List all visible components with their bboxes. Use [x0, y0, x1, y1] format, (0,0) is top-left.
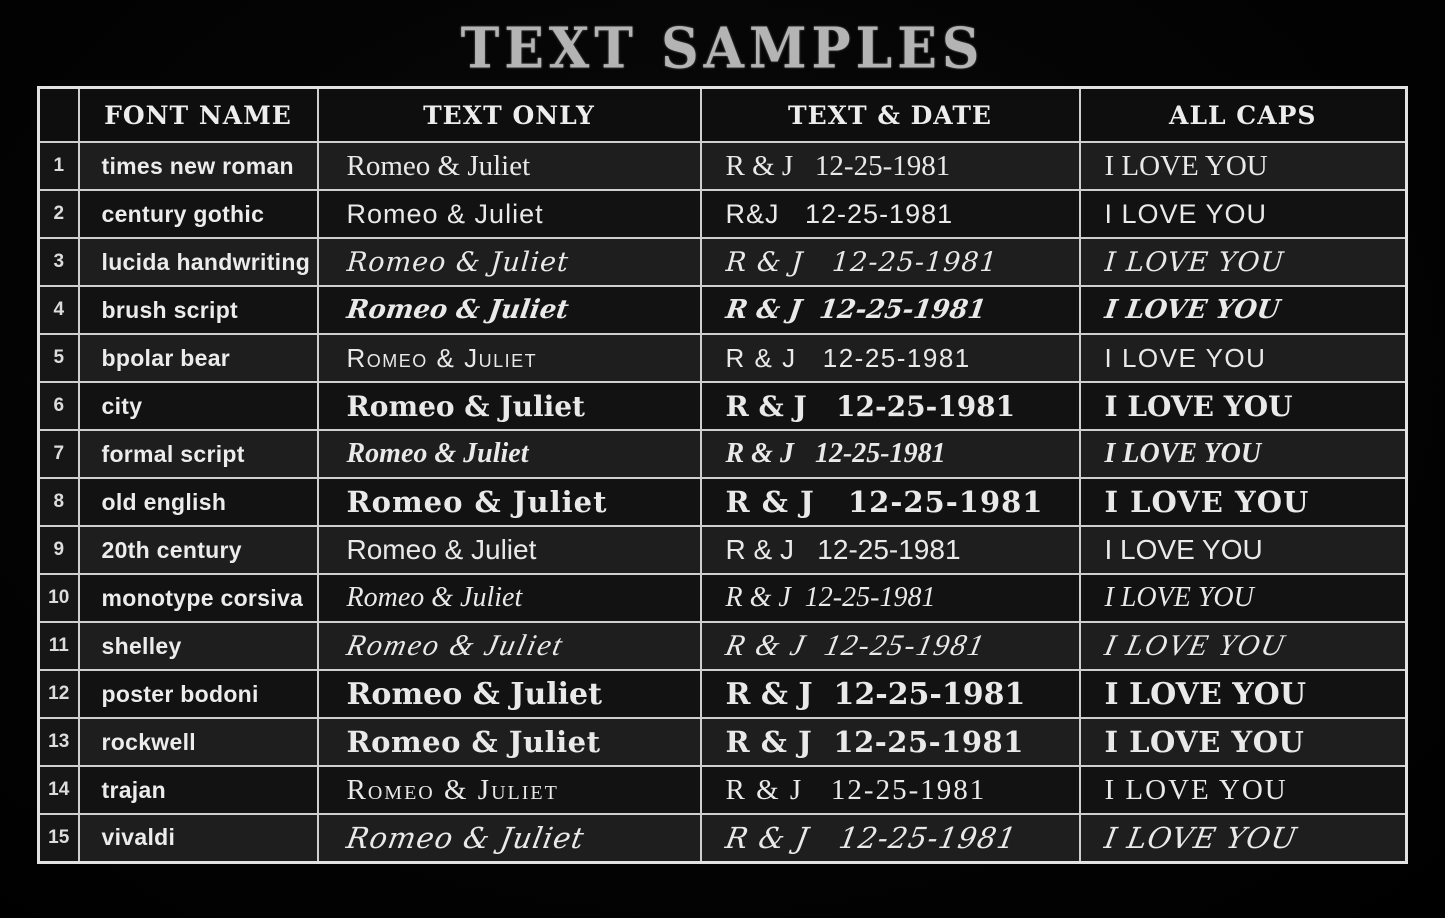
all-caps-sample: I LOVE YOU: [1104, 198, 1268, 229]
text-only-sample: Romeo & Juliet: [344, 295, 571, 325]
all-caps-cell: [1080, 814, 1407, 862]
all-caps-cell: [1080, 142, 1407, 190]
text-date-sample: R & J 12-25-1981: [725, 725, 1024, 759]
text-date-sample: R&J 12-25-1981: [725, 198, 954, 229]
all-caps-cell: [1080, 766, 1407, 814]
all-caps-sample: I LOVE YOU: [1104, 534, 1263, 565]
text-only-sample: Romeo & Juliet: [346, 389, 585, 423]
row-number: 15: [39, 814, 79, 862]
all-caps-sample: I LOVE YOU: [1104, 149, 1268, 182]
text-date-cell: [701, 430, 1080, 478]
text-only-sample: Romeo & Juliet: [346, 198, 544, 229]
row-number: 7: [39, 430, 79, 478]
text-date-cell: [701, 814, 1080, 862]
table-row: [39, 430, 1407, 478]
text-date-cell: [701, 526, 1080, 574]
text-only-cell: [318, 382, 701, 430]
text-date-sample: R & J 12-25-1981: [723, 295, 988, 325]
table-row: [39, 382, 1407, 430]
text-only-cell: [318, 334, 701, 382]
table-row: [39, 670, 1407, 718]
table-row: [39, 478, 1407, 526]
text-only-sample: Romeo & Juliet: [343, 820, 587, 855]
text-date-cell: [701, 190, 1080, 238]
text-date-cell: [701, 670, 1080, 718]
text-date-sample: R & J 12-25-1981: [725, 389, 1016, 423]
row-number: 2: [39, 190, 79, 238]
table-row: [39, 142, 1407, 190]
text-only-sample: Romeo & Juliet: [346, 485, 608, 519]
all-caps-cell: [1080, 382, 1407, 430]
table-row: [39, 574, 1407, 622]
text-only-cell: [318, 142, 701, 190]
all-caps-cell: [1080, 478, 1407, 526]
header-all-caps: ALL CAPS: [1080, 88, 1407, 143]
table-row: [39, 766, 1407, 814]
header-font-name: FONT NAME: [79, 88, 318, 143]
all-caps-sample: I LOVE YOU: [1101, 629, 1289, 662]
text-only-cell: [318, 526, 701, 574]
text-only-cell: [318, 286, 701, 334]
font-name-cell: rockwell: [79, 718, 318, 766]
text-only-sample: Romeo & Juliet: [346, 676, 602, 712]
all-caps-sample: I LOVE YOU: [1104, 485, 1310, 519]
all-caps-sample: I LOVE YOU: [1104, 342, 1267, 373]
all-caps-cell: [1080, 670, 1407, 718]
text-date-sample: R & J 12-25-1981: [722, 629, 989, 662]
table-row: [39, 622, 1407, 670]
table-row: [39, 526, 1407, 574]
text-date-cell: [701, 382, 1080, 430]
header-row-number: [39, 88, 79, 143]
font-name-cell: poster bodoni: [79, 670, 318, 718]
table-row: [39, 190, 1407, 238]
page-title: TEXT SAMPLES: [460, 15, 985, 82]
font-name-cell: lucida handwriting: [79, 238, 318, 286]
all-caps-cell: [1080, 238, 1407, 286]
table-row: [39, 286, 1407, 334]
text-only-cell: [318, 718, 701, 766]
text-date-cell: [701, 766, 1080, 814]
text-date-cell: [701, 334, 1080, 382]
all-caps-cell: [1080, 718, 1407, 766]
header-text-date: TEXT & DATE: [701, 88, 1080, 143]
font-name-cell: formal script: [79, 430, 318, 478]
font-samples-table-container: [37, 86, 1405, 864]
text-date-sample: R & J 12-25-1981: [724, 246, 999, 278]
text-only-sample: Romeo & Juliet: [346, 438, 529, 469]
row-number: 12: [39, 670, 79, 718]
row-number: 11: [39, 622, 79, 670]
font-name-cell: bpolar bear: [79, 334, 318, 382]
text-date-cell: [701, 478, 1080, 526]
all-caps-cell: [1080, 430, 1407, 478]
text-date-cell: [701, 718, 1080, 766]
text-only-cell: [318, 574, 701, 622]
text-only-cell: [318, 190, 701, 238]
all-caps-sample: I LOVE YOU: [1101, 820, 1300, 855]
text-date-cell: [701, 622, 1080, 670]
text-date-sample: R & J 12-25-1981: [725, 534, 961, 565]
text-date-sample: R & J 12-25-1981: [725, 582, 936, 613]
text-date-sample: R & J 12-25-1981: [725, 676, 1026, 712]
all-caps-sample: I LOVE YOU: [1104, 676, 1306, 712]
font-name-cell: century gothic: [79, 190, 318, 238]
font-name-cell: times new roman: [79, 142, 318, 190]
row-number: 1: [39, 142, 79, 190]
text-only-sample: Romeo & Juliet: [346, 582, 523, 613]
font-name-cell: old english: [79, 478, 318, 526]
text-only-cell: [318, 766, 701, 814]
all-caps-cell: [1080, 334, 1407, 382]
all-caps-sample: I LOVE YOU: [1102, 295, 1282, 325]
row-number: 13: [39, 718, 79, 766]
row-number: 5: [39, 334, 79, 382]
table-row: [39, 814, 1407, 862]
all-caps-sample: I LOVE YOU: [1104, 438, 1262, 469]
text-date-sample: R & J 12-25-1981: [725, 342, 971, 373]
all-caps-sample: I LOVE YOU: [1104, 725, 1305, 759]
text-only-cell: [318, 814, 701, 862]
text-only-sample: Romeo & Juliet: [346, 773, 559, 806]
font-name-cell: brush script: [79, 286, 318, 334]
text-date-sample: R & J 12-25-1981: [725, 438, 946, 469]
table-row: [39, 238, 1407, 286]
all-caps-cell: [1080, 574, 1407, 622]
text-only-sample: Romeo & Juliet: [346, 534, 537, 565]
text-date-cell: [701, 286, 1080, 334]
all-caps-cell: [1080, 286, 1407, 334]
text-date-cell: [701, 574, 1080, 622]
text-date-cell: [701, 238, 1080, 286]
text-only-sample: Romeo & Juliet: [343, 629, 567, 662]
text-only-sample: Romeo & Juliet: [346, 725, 601, 759]
all-caps-sample: I LOVE YOU: [1104, 582, 1254, 613]
all-caps-cell: [1080, 622, 1407, 670]
font-name-cell: trajan: [79, 766, 318, 814]
header-text-only: TEXT ONLY: [318, 88, 701, 143]
all-caps-sample: I LOVE YOU: [1104, 389, 1293, 423]
text-only-sample: Romeo & Juliet: [346, 149, 531, 182]
text-only-sample: Romeo & Juliet: [346, 342, 538, 373]
row-number: 9: [39, 526, 79, 574]
font-samples-table: [37, 86, 1408, 864]
text-only-cell: [318, 478, 701, 526]
row-number: 14: [39, 766, 79, 814]
row-number: 6: [39, 382, 79, 430]
row-number: 8: [39, 478, 79, 526]
table-row: [39, 334, 1407, 382]
row-number: 3: [39, 238, 79, 286]
header-row: [39, 88, 1407, 143]
font-name-cell: shelley: [79, 622, 318, 670]
all-caps-sample: I LOVE YOU: [1104, 773, 1288, 806]
row-number: 4: [39, 286, 79, 334]
text-only-sample: Romeo & Juliet: [345, 246, 570, 278]
text-date-sample: R & J 12-25-1981: [722, 820, 1020, 855]
font-name-cell: 20th century: [79, 526, 318, 574]
font-name-cell: monotype corsiva: [79, 574, 318, 622]
text-only-cell: [318, 670, 701, 718]
text-date-cell: [701, 142, 1080, 190]
text-only-cell: [318, 622, 701, 670]
font-name-cell: vivaldi: [79, 814, 318, 862]
row-number: 10: [39, 574, 79, 622]
all-caps-cell: [1080, 526, 1407, 574]
text-only-cell: [318, 430, 701, 478]
font-name-cell: city: [79, 382, 318, 430]
text-only-cell: [318, 238, 701, 286]
all-caps-sample: I LOVE YOU: [1103, 246, 1285, 278]
text-date-sample: R & J 12-25-1981: [725, 485, 1044, 519]
all-caps-cell: [1080, 190, 1407, 238]
text-date-sample: R & J 12-25-1981: [725, 773, 987, 806]
table-row: [39, 718, 1407, 766]
text-date-sample: R & J 12-25-1981: [725, 149, 951, 182]
